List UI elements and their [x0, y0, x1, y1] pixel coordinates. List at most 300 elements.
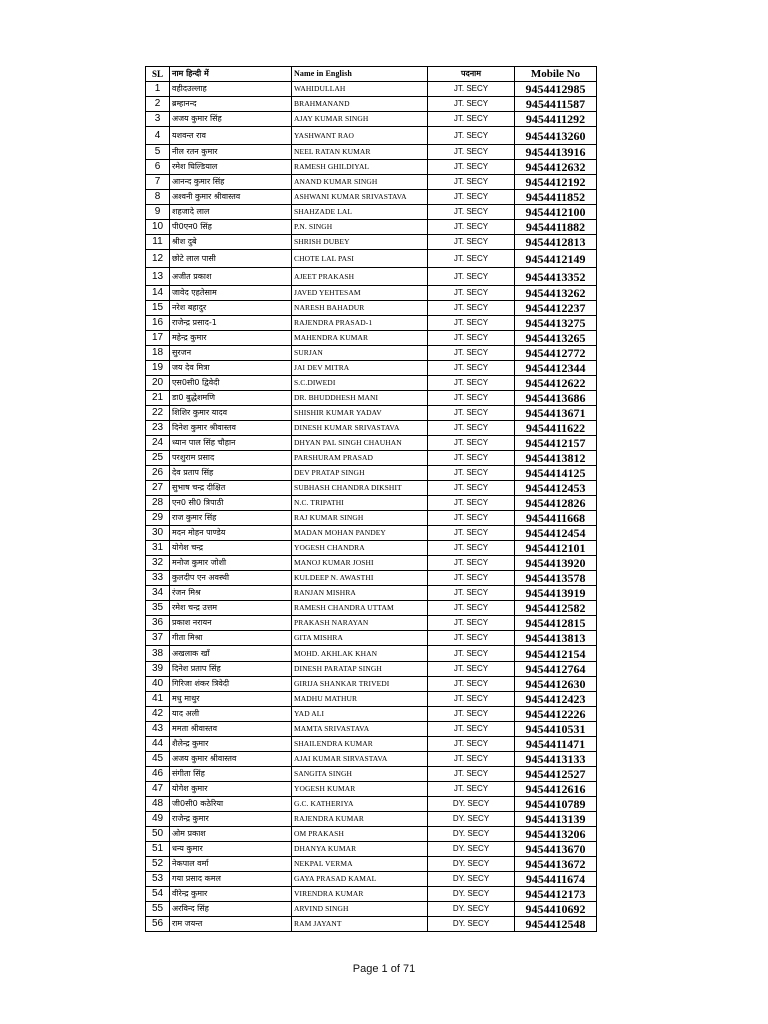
table-row — [146, 586, 597, 601]
table-row — [146, 601, 597, 616]
row-name-hindi: आनन्द कुमार सिंह — [170, 175, 292, 190]
row-name-hindi: मनोज कुमार जोशी — [170, 556, 292, 571]
table-row — [146, 250, 597, 268]
row-name-hindi: कुलदीप एन अवस्थी — [170, 571, 292, 586]
row-name-hindi: गिरिजा शंकर त्रिवेदी — [170, 677, 292, 692]
row-name-hindi: योगेश चन्द्र — [170, 541, 292, 556]
row-sl: 21 — [146, 391, 170, 406]
header-designation: पदनाम — [428, 67, 515, 82]
row-mobile: 9454412632 — [515, 160, 597, 175]
row-designation: JT. SECY — [428, 616, 515, 631]
row-name-english: YASHWANT RAO — [292, 127, 428, 145]
row-name-english: DINESH KUMAR SRIVASTAVA — [292, 421, 428, 436]
row-mobile: 9454412616 — [515, 782, 597, 797]
row-sl: 10 — [146, 220, 170, 235]
row-sl: 45 — [146, 752, 170, 767]
row-designation: JT. SECY — [428, 586, 515, 601]
row-name-english: DHYAN PAL SINGH CHAUHAN — [292, 436, 428, 451]
row-mobile: 9454412548 — [515, 917, 597, 932]
table-row — [146, 190, 597, 205]
row-sl: 52 — [146, 857, 170, 872]
row-name-english: YOGESH KUMAR — [292, 782, 428, 797]
table-row — [146, 160, 597, 175]
row-mobile: 9454411292 — [515, 112, 597, 127]
row-sl: 38 — [146, 646, 170, 662]
row-name-hindi: वहीदउल्लाह — [170, 82, 292, 97]
row-designation: JT. SECY — [428, 692, 515, 707]
table-row — [146, 466, 597, 481]
table-body — [146, 82, 597, 932]
row-name-hindi: गया प्रसाद कमल — [170, 872, 292, 887]
table-row — [146, 827, 597, 842]
table-row — [146, 361, 597, 376]
row-designation: JT. SECY — [428, 782, 515, 797]
row-name-english: N.C. TRIPATHI — [292, 496, 428, 511]
row-mobile: 9454413275 — [515, 316, 597, 331]
row-designation: JT. SECY — [428, 436, 515, 451]
row-name-hindi: मधु माथुर — [170, 692, 292, 707]
row-designation: JT. SECY — [428, 421, 515, 436]
row-mobile: 9454412772 — [515, 346, 597, 361]
row-sl: 41 — [146, 692, 170, 707]
row-name-english: YAD ALI — [292, 707, 428, 722]
row-mobile: 9454413686 — [515, 391, 597, 406]
table-row — [146, 737, 597, 752]
row-mobile: 9454412826 — [515, 496, 597, 511]
row-designation: JT. SECY — [428, 112, 515, 127]
row-designation: JT. SECY — [428, 481, 515, 496]
header-mobile: Mobile No — [515, 67, 597, 82]
row-name-hindi: जावेद एहतेसाम — [170, 286, 292, 301]
row-mobile: 9454412985 — [515, 82, 597, 97]
row-name-hindi: नील रतन कुमार — [170, 145, 292, 160]
row-name-english: CHOTE LAL PASI — [292, 250, 428, 268]
row-name-hindi: दिनेश कुमार श्रीवास्तव — [170, 421, 292, 436]
table-row — [146, 421, 597, 436]
table-row — [146, 346, 597, 361]
row-name-english: JAI DEV MITRA — [292, 361, 428, 376]
table-row — [146, 662, 597, 677]
row-designation: JT. SECY — [428, 511, 515, 526]
row-mobile: 9454412453 — [515, 481, 597, 496]
row-name-hindi: महेन्द्र कुमार — [170, 331, 292, 346]
row-designation: JT. SECY — [428, 391, 515, 406]
row-name-english: DHANYA KUMAR — [292, 842, 428, 857]
row-designation: JT. SECY — [428, 406, 515, 421]
row-mobile: 9454412527 — [515, 767, 597, 782]
row-designation: JT. SECY — [428, 301, 515, 316]
row-sl: 2 — [146, 97, 170, 112]
row-name-english: SHISHIR KUMAR YADAV — [292, 406, 428, 421]
row-sl: 53 — [146, 872, 170, 887]
row-name-hindi: रमेश घिल्डियाल — [170, 160, 292, 175]
row-name-hindi: परशुराम प्रसाद — [170, 451, 292, 466]
row-name-hindi: छोटे लाल पासी — [170, 250, 292, 268]
row-mobile: 9454412154 — [515, 646, 597, 662]
row-mobile: 9454412101 — [515, 541, 597, 556]
row-designation: JT. SECY — [428, 235, 515, 250]
row-designation: JT. SECY — [428, 220, 515, 235]
row-mobile: 9454412764 — [515, 662, 597, 677]
row-sl: 34 — [146, 586, 170, 601]
row-name-hindi: राज कुमार सिंह — [170, 511, 292, 526]
row-name-english: MADAN MOHAN PANDEY — [292, 526, 428, 541]
row-name-hindi: शिशिर कुमार यादव — [170, 406, 292, 421]
row-mobile: 9454411587 — [515, 97, 597, 112]
row-designation: DY. SECY — [428, 887, 515, 902]
row-designation: JT. SECY — [428, 346, 515, 361]
table-row — [146, 692, 597, 707]
row-sl: 30 — [146, 526, 170, 541]
row-sl: 15 — [146, 301, 170, 316]
row-mobile: 9454412815 — [515, 616, 597, 631]
row-mobile: 9454413916 — [515, 145, 597, 160]
table-row — [146, 722, 597, 737]
row-sl: 13 — [146, 268, 170, 286]
table-row — [146, 812, 597, 827]
row-mobile: 9454413672 — [515, 857, 597, 872]
row-sl: 55 — [146, 902, 170, 917]
row-name-english: PARSHURAM PRASAD — [292, 451, 428, 466]
row-sl: 29 — [146, 511, 170, 526]
row-name-english: DR. BHUDDHESH MANI — [292, 391, 428, 406]
row-sl: 56 — [146, 917, 170, 932]
row-name-english: PRAKASH NARAYAN — [292, 616, 428, 631]
row-name-english: SHAILENDRA KUMAR — [292, 737, 428, 752]
row-mobile: 9454413812 — [515, 451, 597, 466]
table-row — [146, 376, 597, 391]
row-name-hindi: ओम प्रकाश — [170, 827, 292, 842]
row-name-english: ASHWANI KUMAR SRIVASTAVA — [292, 190, 428, 205]
row-sl: 18 — [146, 346, 170, 361]
row-name-english: MANOJ KUMAR JOSHI — [292, 556, 428, 571]
row-sl: 19 — [146, 361, 170, 376]
row-sl: 32 — [146, 556, 170, 571]
row-mobile: 9454410531 — [515, 722, 597, 737]
row-sl: 49 — [146, 812, 170, 827]
row-designation: DY. SECY — [428, 917, 515, 932]
row-name-english: GAYA PRASAD KAMAL — [292, 872, 428, 887]
row-designation: JT. SECY — [428, 541, 515, 556]
table-row — [146, 82, 597, 97]
row-sl: 31 — [146, 541, 170, 556]
table-row — [146, 872, 597, 887]
row-sl: 11 — [146, 235, 170, 250]
header-sl: SL — [146, 67, 170, 82]
row-sl: 4 — [146, 127, 170, 145]
row-designation: JT. SECY — [428, 250, 515, 268]
row-sl: 27 — [146, 481, 170, 496]
row-mobile: 9454412226 — [515, 707, 597, 722]
row-mobile: 9454411668 — [515, 511, 597, 526]
row-mobile: 9454412454 — [515, 526, 597, 541]
table-row — [146, 767, 597, 782]
row-name-english: SUBHASH CHANDRA DIKSHIT — [292, 481, 428, 496]
row-sl: 43 — [146, 722, 170, 737]
row-name-english: DEV PRATAP SINGH — [292, 466, 428, 481]
row-designation: JT. SECY — [428, 526, 515, 541]
row-designation: JT. SECY — [428, 556, 515, 571]
row-name-english: RAMESH CHANDRA UTTAM — [292, 601, 428, 616]
row-mobile: 9454412582 — [515, 601, 597, 616]
table-row — [146, 235, 597, 250]
table-row — [146, 917, 597, 932]
table-row — [146, 857, 597, 872]
row-sl: 8 — [146, 190, 170, 205]
row-name-english: DINESH PARATAP SINGH — [292, 662, 428, 677]
table-row — [146, 436, 597, 451]
row-sl: 22 — [146, 406, 170, 421]
row-name-hindi: अखलाक खाँ — [170, 646, 292, 662]
row-designation: JT. SECY — [428, 767, 515, 782]
row-designation: JT. SECY — [428, 160, 515, 175]
row-sl: 50 — [146, 827, 170, 842]
row-mobile: 9454411882 — [515, 220, 597, 235]
row-sl: 12 — [146, 250, 170, 268]
row-name-hindi: देव प्रताप सिंह — [170, 466, 292, 481]
row-name-hindi: याद अली — [170, 707, 292, 722]
row-mobile: 9454412630 — [515, 677, 597, 692]
row-name-hindi: डा0 बुद्धेशमणि — [170, 391, 292, 406]
row-designation: JT. SECY — [428, 707, 515, 722]
row-name-hindi: एन0 सी0 त्रिपाठी — [170, 496, 292, 511]
table-row — [146, 205, 597, 220]
row-name-hindi: यशवन्त राव — [170, 127, 292, 145]
row-designation: DY. SECY — [428, 797, 515, 812]
row-sl: 37 — [146, 631, 170, 646]
row-sl: 46 — [146, 767, 170, 782]
table-row — [146, 112, 597, 127]
row-name-english: MAHENDRA KUMAR — [292, 331, 428, 346]
row-name-english: WAHIDULLAH — [292, 82, 428, 97]
row-sl: 44 — [146, 737, 170, 752]
row-designation: DY. SECY — [428, 872, 515, 887]
row-name-english: SURJAN — [292, 346, 428, 361]
row-designation: JT. SECY — [428, 97, 515, 112]
table-row — [146, 677, 597, 692]
row-name-english: VIRENDRA KUMAR — [292, 887, 428, 902]
row-designation: DY. SECY — [428, 857, 515, 872]
row-name-english: GITA MISHRA — [292, 631, 428, 646]
row-name-english: AJEET PRAKASH — [292, 268, 428, 286]
row-sl: 3 — [146, 112, 170, 127]
row-designation: JT. SECY — [428, 286, 515, 301]
row-name-english: KULDEEP N. AWASTHI — [292, 571, 428, 586]
row-mobile: 9454413671 — [515, 406, 597, 421]
table-row — [146, 496, 597, 511]
row-name-hindi: धन्य कुमार — [170, 842, 292, 857]
row-name-hindi: एस0सी0 द्विवेदी — [170, 376, 292, 391]
row-sl: 39 — [146, 662, 170, 677]
row-mobile: 9454411852 — [515, 190, 597, 205]
table-row — [146, 481, 597, 496]
row-designation: JT. SECY — [428, 205, 515, 220]
row-sl: 1 — [146, 82, 170, 97]
row-mobile: 9454413352 — [515, 268, 597, 286]
row-name-english: NARESH BAHADUR — [292, 301, 428, 316]
row-mobile: 9454412100 — [515, 205, 597, 220]
row-mobile: 9454413265 — [515, 331, 597, 346]
row-name-english: RANJAN MISHRA — [292, 586, 428, 601]
table-row — [146, 286, 597, 301]
row-sl: 17 — [146, 331, 170, 346]
row-sl: 40 — [146, 677, 170, 692]
row-designation: DY. SECY — [428, 842, 515, 857]
table-row — [146, 391, 597, 406]
table-row — [146, 97, 597, 112]
table-row — [146, 301, 597, 316]
row-name-english: RAM JAYANT — [292, 917, 428, 932]
table-row — [146, 571, 597, 586]
row-sl: 6 — [146, 160, 170, 175]
row-mobile: 9454412813 — [515, 235, 597, 250]
table-row — [146, 175, 597, 190]
row-name-english: SHRISH DUBEY — [292, 235, 428, 250]
row-designation: JT. SECY — [428, 361, 515, 376]
row-name-english: GIRIJA SHANKAR TRIVEDI — [292, 677, 428, 692]
row-mobile: 9454412157 — [515, 436, 597, 451]
row-name-english: MADHU MATHUR — [292, 692, 428, 707]
row-name-hindi: ध्यान पाल सिंह चौहान — [170, 436, 292, 451]
row-name-hindi: सुभाष चन्द्र दीक्षित — [170, 481, 292, 496]
row-mobile: 9454413578 — [515, 571, 597, 586]
row-name-english: P.N. SINGH — [292, 220, 428, 235]
row-sl: 28 — [146, 496, 170, 511]
row-designation: DY. SECY — [428, 902, 515, 917]
row-name-hindi: गीता मिश्रा — [170, 631, 292, 646]
row-name-hindi: मदन मोहन पाण्डेय — [170, 526, 292, 541]
row-name-english: NEEL RATAN KUMAR — [292, 145, 428, 160]
row-name-hindi: अजीत प्रकाश — [170, 268, 292, 286]
row-name-hindi: प्रकाश नरायन — [170, 616, 292, 631]
row-name-english: YOGESH CHANDRA — [292, 541, 428, 556]
row-mobile: 9454410692 — [515, 902, 597, 917]
row-mobile: 9454411471 — [515, 737, 597, 752]
row-designation: JT. SECY — [428, 127, 515, 145]
row-name-hindi: वीरेन्द्र कुमार — [170, 887, 292, 902]
row-designation: JT. SECY — [428, 737, 515, 752]
header-name-hindi: नाम हिन्दी में — [170, 67, 292, 82]
table-row — [146, 887, 597, 902]
row-name-english: G.C. KATHERIYA — [292, 797, 428, 812]
row-name-hindi: जय देव मित्रा — [170, 361, 292, 376]
row-name-hindi: रंजन मिश्र — [170, 586, 292, 601]
row-name-hindi: राजेन्द्र प्रसाद-1 — [170, 316, 292, 331]
table-row — [146, 526, 597, 541]
row-designation: JT. SECY — [428, 496, 515, 511]
row-designation: JT. SECY — [428, 601, 515, 616]
row-sl: 35 — [146, 601, 170, 616]
row-mobile: 9454410789 — [515, 797, 597, 812]
row-designation: JT. SECY — [428, 175, 515, 190]
row-designation: JT. SECY — [428, 571, 515, 586]
row-name-english: RAJENDRA KUMAR — [292, 812, 428, 827]
row-mobile: 9454412173 — [515, 887, 597, 902]
row-name-hindi: राजेन्द्र कुमार — [170, 812, 292, 827]
row-name-english: MOHD. AKHLAK KHAN — [292, 646, 428, 662]
row-name-english: RAMESH GHILDIYAL — [292, 160, 428, 175]
row-sl: 23 — [146, 421, 170, 436]
row-sl: 5 — [146, 145, 170, 160]
row-sl: 48 — [146, 797, 170, 812]
table-row — [146, 752, 597, 767]
row-name-hindi: श्रीश दुबे — [170, 235, 292, 250]
table-row — [146, 451, 597, 466]
row-name-english: SANGITA SINGH — [292, 767, 428, 782]
row-designation: JT. SECY — [428, 376, 515, 391]
row-name-hindi: रमेश चन्द्र उत्तम — [170, 601, 292, 616]
row-name-hindi: अश्वनी कुमार श्रीवास्तव — [170, 190, 292, 205]
row-name-english: MAMTA SRIVASTAVA — [292, 722, 428, 737]
row-sl: 14 — [146, 286, 170, 301]
table-row — [146, 316, 597, 331]
row-name-english: SHAHZADE LAL — [292, 205, 428, 220]
row-name-english: ANAND KUMAR SINGH — [292, 175, 428, 190]
row-sl: 26 — [146, 466, 170, 481]
row-sl: 24 — [146, 436, 170, 451]
table-row — [146, 127, 597, 145]
table-row — [146, 782, 597, 797]
row-name-hindi: राम जयन्त — [170, 917, 292, 932]
row-designation: JT. SECY — [428, 646, 515, 662]
row-sl: 16 — [146, 316, 170, 331]
row-name-hindi: नेकपाल वर्मा — [170, 857, 292, 872]
row-designation: JT. SECY — [428, 82, 515, 97]
row-mobile: 9454413919 — [515, 586, 597, 601]
table-row — [146, 145, 597, 160]
row-sl: 9 — [146, 205, 170, 220]
row-sl: 47 — [146, 782, 170, 797]
row-mobile: 9454412192 — [515, 175, 597, 190]
row-name-english: RAJENDRA PRASAD-1 — [292, 316, 428, 331]
row-name-hindi: शहजादे लाल — [170, 205, 292, 220]
table-row — [146, 268, 597, 286]
row-name-english: S.C.DIWEDI — [292, 376, 428, 391]
row-sl: 7 — [146, 175, 170, 190]
row-mobile: 9454412423 — [515, 692, 597, 707]
row-designation: JT. SECY — [428, 677, 515, 692]
row-name-english: JAVED YEHTESAM — [292, 286, 428, 301]
row-mobile: 9454412149 — [515, 250, 597, 268]
row-designation: JT. SECY — [428, 145, 515, 160]
row-name-hindi: नरेश बहादुर — [170, 301, 292, 316]
row-sl: 51 — [146, 842, 170, 857]
row-name-english: AJAI KUMAR SIRVASTAVA — [292, 752, 428, 767]
row-name-hindi: ब्रम्हानन्द — [170, 97, 292, 112]
row-designation: JT. SECY — [428, 451, 515, 466]
officer-contact-table — [145, 66, 597, 932]
row-mobile: 9454413670 — [515, 842, 597, 857]
table-row — [146, 220, 597, 235]
row-mobile: 9454413206 — [515, 827, 597, 842]
row-mobile: 9454413262 — [515, 286, 597, 301]
row-name-hindi: शैलेन्द्र कुमार — [170, 737, 292, 752]
row-mobile: 9454412237 — [515, 301, 597, 316]
header-name-english: Name in English — [292, 67, 428, 82]
row-name-hindi: संगीता सिंह — [170, 767, 292, 782]
table-row — [146, 631, 597, 646]
table-row — [146, 331, 597, 346]
row-mobile: 9454413133 — [515, 752, 597, 767]
row-name-hindi: योगेश कुमार — [170, 782, 292, 797]
row-mobile: 9454411674 — [515, 872, 597, 887]
row-name-hindi: दिनेश प्रताप सिंह — [170, 662, 292, 677]
table-row — [146, 541, 597, 556]
row-designation: JT. SECY — [428, 722, 515, 737]
row-name-hindi: अजय कुमार श्रीवास्तव — [170, 752, 292, 767]
row-designation: JT. SECY — [428, 631, 515, 646]
row-name-english: NEKPAL VERMA — [292, 857, 428, 872]
